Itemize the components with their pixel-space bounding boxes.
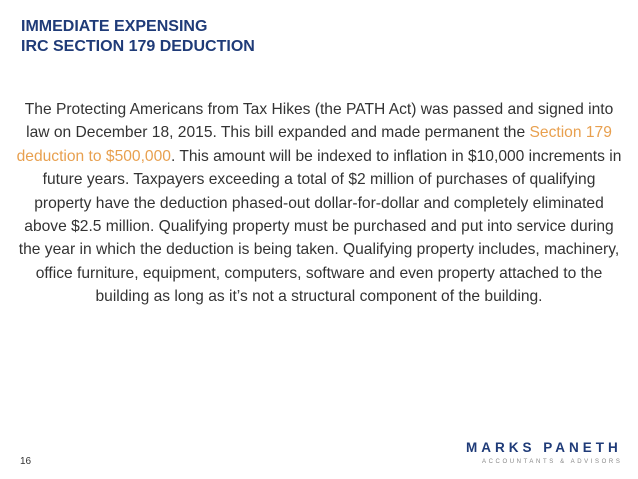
body-text-part-2: . This amount will be indexed to inflation in $10,000 increments in future years. Taxpayers exceeding a total of $2 million of purchases of qualifying property have the deduction phased-out dollar-for-dollar and completely eliminated above $2.5 million. Qualifying property must be purchased and put into service during the year in which the deduction is being taken. Qualifying property includes, machinery, office furniture, equipment, computers, software and even property attached to the building as long as it’s not a structural component of the building. [18,147,622,306]
logo-main-text: MARKS PANETH [466,440,622,455]
slide-title [21,17,255,57]
body-highlight: Section 179 deduction to $500,000 [16,124,612,165]
body-paragraph [14,98,624,309]
title-line-2: IRC SECTION 179 DEDUCTION [21,38,255,55]
logo-tagline: ACCOUNTANTS & ADVISORS [482,459,623,465]
page-number: 16 [20,456,32,467]
company-logo [466,440,623,465]
body-text-part-1: The Protecting Americans from Tax Hikes (the PATH Act) was passed and signed into law on December 18, 2015. This bill expanded and made permanent the [24,101,614,142]
title-line-1: IMMEDIATE EXPENSING [21,18,208,35]
